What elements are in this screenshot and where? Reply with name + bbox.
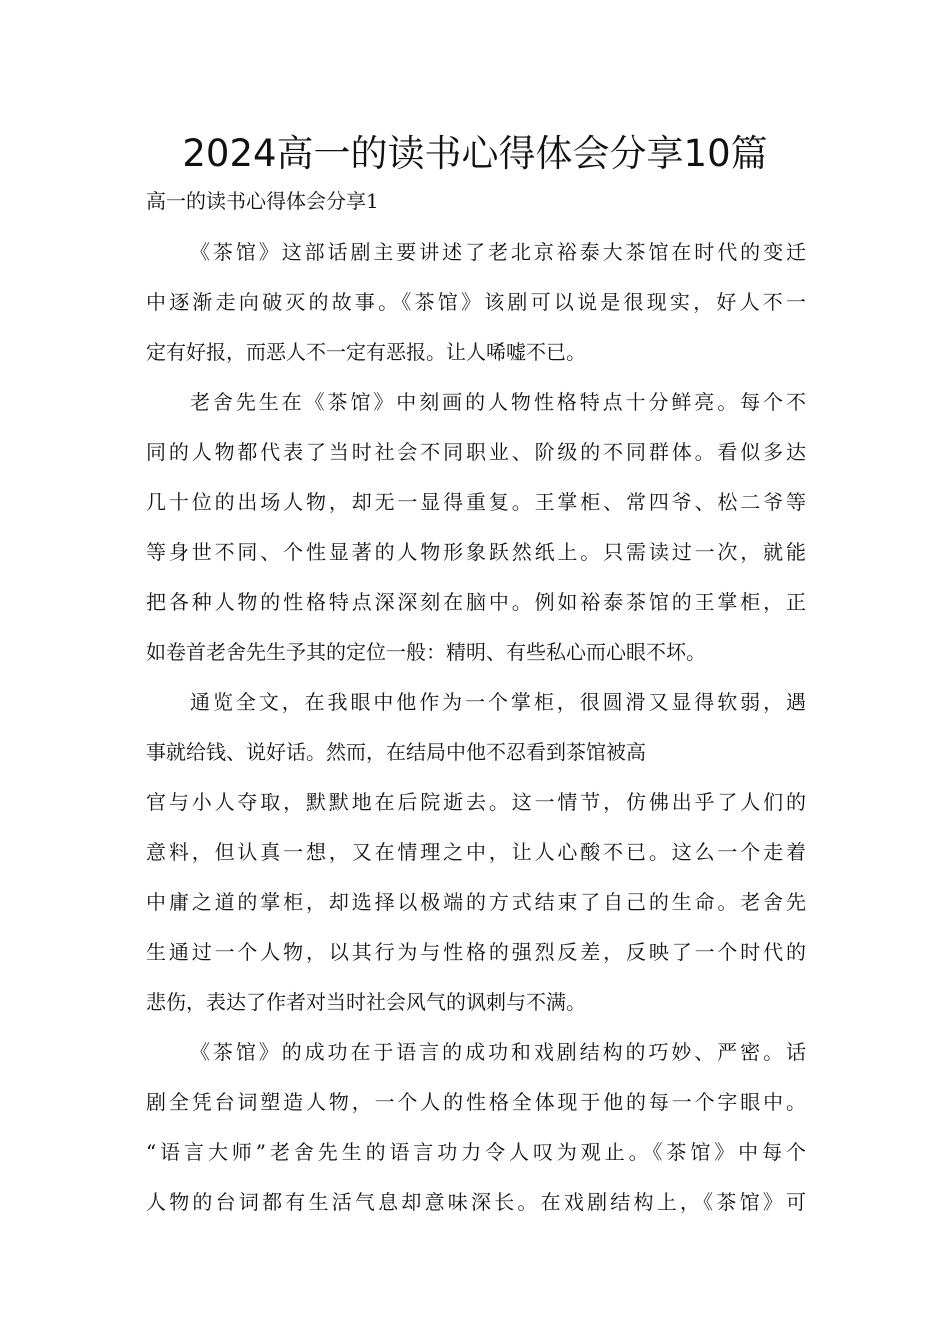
paragraph-line: 悲伤，表达了作者对当时社会风气的讽刺与不满。 — [146, 990, 586, 1014]
paragraph-line: 几十位的出场人物，却无一显得重复。王掌柜、常四爷、松二爷等 — [146, 490, 806, 514]
paragraph-line: 同的人物都代表了当时社会不同职业、阶级的不同群体。看似多达 — [146, 440, 806, 464]
paragraph-line: 中逐渐走向破灭的故事。《茶馆》该剧可以说是很现实，好人不一 — [146, 290, 806, 314]
paragraph-line: 中庸之道的掌柜，却选择以极端的方式结束了自己的生命。老舍先 — [146, 890, 806, 914]
paragraph-line: 定有好报，而恶人不一定有恶报。让人唏嘘不已。 — [146, 340, 586, 364]
paragraph-line: 人物的台词都有生活气息却意味深长。在戏剧结构上，《茶馆》可 — [146, 1190, 806, 1214]
paragraph-line: 剧全凭台词塑造人物，一个人的性格全体现于他的每一个字眼中。 — [146, 1090, 806, 1114]
paragraph-line: 把各种人物的性格特点深深刻在脑中。例如裕泰茶馆的王掌柜，正 — [146, 590, 806, 614]
paragraph-line: 老舍先生在《茶馆》中刻画的人物性格特点十分鲜亮。每个不 — [190, 390, 806, 414]
paragraph-line: 《茶馆》这部话剧主要讲述了老北京裕泰大茶馆在时代的变迁 — [190, 240, 806, 264]
paragraph-line: 事就给钱、说好话。然而，在结局中他不忍看到茶馆被高 — [146, 740, 646, 764]
paragraph-line: 官与小人夺取，默默地在后院逝去。这一情节，仿佛出乎了人们的 — [146, 790, 806, 814]
paragraph-line: 意料，但认真一想，又在情理之中，让人心酸不已。这么一个走着 — [146, 840, 806, 864]
paragraph-line: 等身世不同、个性显著的人物形象跃然纸上。只需读过一次，就能 — [146, 540, 806, 564]
paragraph-line: 如卷首老舍先生予其的定位一般：精明、有些私心而心眼不坏。 — [146, 640, 706, 664]
paragraph-line: “语言大师”老舍先生的语言功力令人叹为观止。《茶馆》中每个 — [146, 1140, 806, 1164]
paragraph-line: 通览全文，在我眼中他作为一个掌柜，很圆滑又显得软弱，遇 — [190, 690, 806, 714]
document-title: 2024高一的读书心得体会分享10篇 — [182, 132, 768, 175]
paragraph-line: 生通过一个人物，以其行为与性格的强烈反差，反映了一个时代的 — [146, 940, 806, 964]
section-heading: 高一的读书心得体会分享1 — [146, 189, 379, 213]
paragraph-line: 《茶馆》的成功在于语言的成功和戏剧结构的巧妙、严密。话 — [190, 1040, 806, 1064]
